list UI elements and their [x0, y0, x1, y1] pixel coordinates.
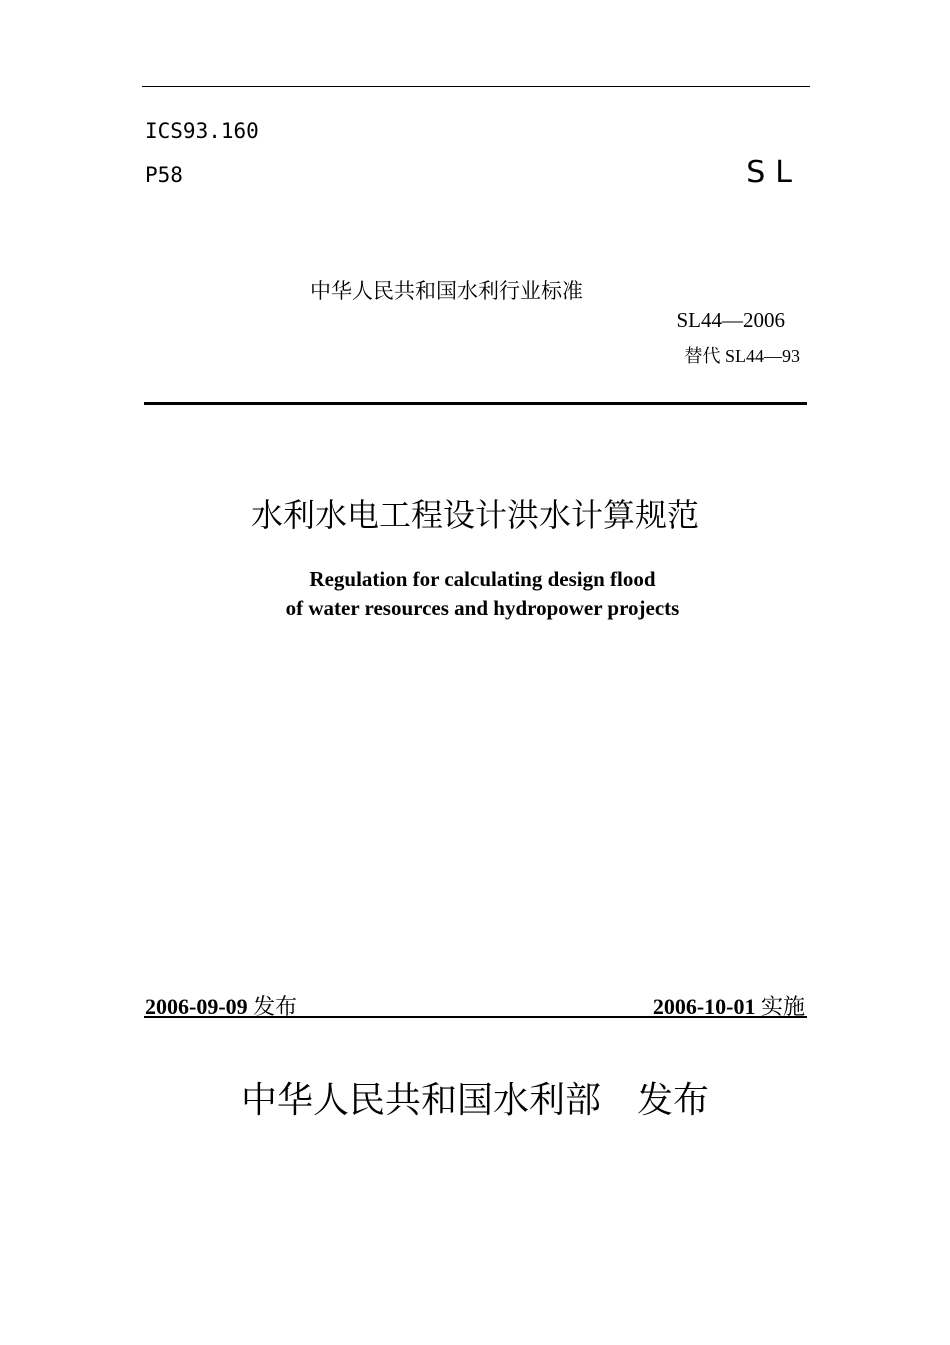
- publisher: 中华人民共和国水利部 发布: [240, 1080, 709, 1121]
- issue-date: 2006-09-09: [145, 994, 248, 1019]
- standard-type: 中华人民共和国水利行业标准: [310, 279, 583, 303]
- title-english: [0, 565, 950, 623]
- date-rule: [144, 1016, 807, 1018]
- sl-mark: SL: [746, 155, 802, 190]
- title-english-line-1: Regulation for calculating design flood: [309, 567, 656, 591]
- title-chinese: 水利水电工程设计洪水计算规范: [250, 496, 699, 534]
- replaces-standard: 替代 SL44—93: [684, 346, 800, 366]
- ics-code: ICS93.160: [145, 119, 259, 143]
- title-english-line-2: of water resources and hydropower projects: [285, 596, 680, 620]
- implement-date: 2006-10-01: [652, 994, 756, 1019]
- ccs-code: P58: [145, 163, 183, 187]
- standard-number: SL44—2006: [676, 308, 785, 332]
- top-rule: [142, 86, 810, 87]
- issue-label: 发布: [253, 994, 298, 1019]
- implement-label: 实施: [760, 994, 805, 1019]
- thick-rule: [144, 402, 807, 405]
